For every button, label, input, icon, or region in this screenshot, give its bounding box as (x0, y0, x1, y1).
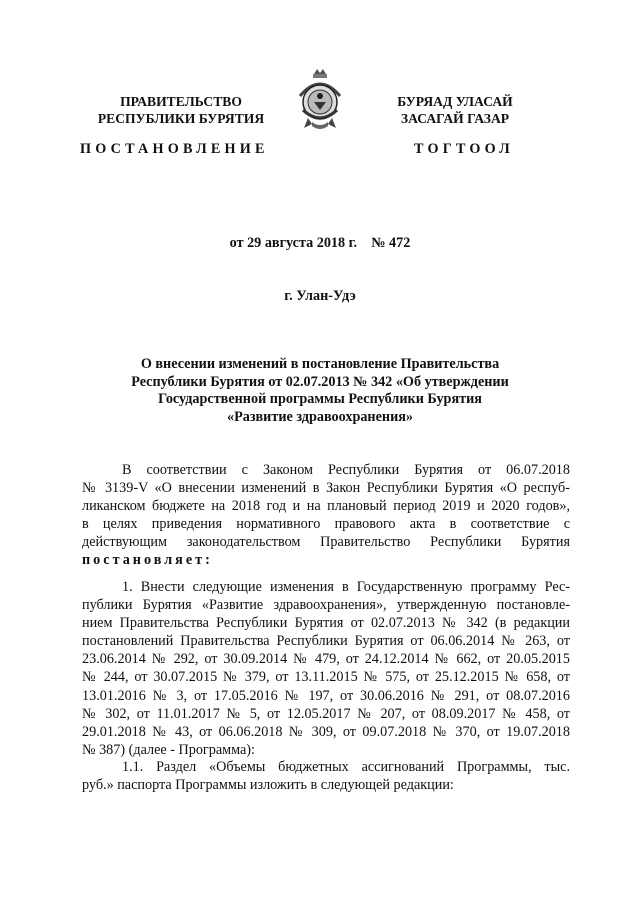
header-right-line2: ЗАСАГАЙ ГАЗАР (400, 111, 510, 126)
text-line: № 244, от 30.07.2015 № 379, от 13.11.2015 № 575, от 25.12.2015 № 658, от (82, 669, 570, 686)
text-line: публики Бурятия «Развитие здравоохранения», утвержденную постановле- (82, 597, 570, 614)
text-line: действующим законодательством Правительство Республики Бурятия (82, 534, 570, 551)
title-line: Республики Бурятия от 02.07.2013 № 342 «Об утверждении (131, 373, 509, 390)
coat-of-arms-icon (294, 66, 346, 146)
title-line: Государственной программы Республики Бурятия (158, 391, 482, 407)
title-line: О внесении изменений в постановление Правительства (140, 356, 500, 372)
text-line: № 387) (далее - Программа): (82, 741, 255, 758)
text-line: 29.01.2018 № 43, от 06.06.2018 № 309, от 09.07.2018 № 370, от 19.07.2018 (82, 723, 570, 740)
title-line: «Развитие здравоохранения» (226, 408, 414, 425)
text-line: 13.01.2016 № 3, от 17.05.2016 № 197, от 30.06.2016 № 291, от 08.07.2016 (82, 687, 570, 704)
header-right (370, 93, 540, 127)
text-line: 23.06.2014 № 292, от 30.09.2014 № 479, от 24.12.2014 № 662, от 20.05.2015 (82, 651, 570, 668)
text-line: 1.1. Раздел «Объемы бюджетных ассигнований Программы, тыс. (122, 759, 570, 775)
header-left-line2: РЕСПУБЛИКИ БУРЯТИЯ (97, 111, 265, 126)
header-right-line1: БУРЯАД УЛАСАЙ (397, 94, 513, 109)
text-line: В соответствии с Законом Республики Бурятия от 06.07.2018 (122, 462, 570, 478)
decree-title-ru: ПОСТАНОВЛЕНИЕ (80, 141, 269, 157)
decree-date-number (0, 235, 640, 252)
date-line-text: от 29 августа 2018 г. № 472 (229, 235, 411, 251)
text-line: ликанском бюджете на 2018 год и на плановый период 2019 и 2020 годов», (82, 498, 570, 515)
decree-title-bua: ТОГТООЛ (414, 141, 514, 157)
city: г. Улан-Удэ (284, 288, 356, 304)
text-line: руб.» паспорта Программы изложить в следующей редакции: (82, 777, 454, 794)
preamble-paragraph (82, 461, 570, 570)
document-title (110, 356, 530, 426)
text-line: № 302, от 11.01.2017 № 5, от 12.05.2017 № 207, от 08.09.2017 № 458, от (82, 705, 570, 722)
header-left (96, 93, 266, 127)
clause-1-paragraph (82, 578, 570, 759)
text-line: в целях приведения нормативного правового акта в соответствие с (82, 516, 570, 533)
header-left-line1: ПРАВИТЕЛЬСТВО (120, 94, 242, 109)
text-line: № 3139-V «О внесении изменений в Закон Республики Бурятия «О респуб- (82, 480, 570, 497)
text-line: постановлений Правительства Республики Бурятия от 06.06.2014 № 263, от (82, 633, 570, 650)
text-line: нием Правительства Республики Бурятия от 02.07.2013 № 342 (в редакции (82, 615, 570, 632)
text-line: 1. Внести следующие изменения в Государственную программу Рес- (122, 579, 570, 595)
clause-1-1-paragraph (82, 758, 570, 794)
resolves-word: постановляет: (82, 552, 213, 569)
